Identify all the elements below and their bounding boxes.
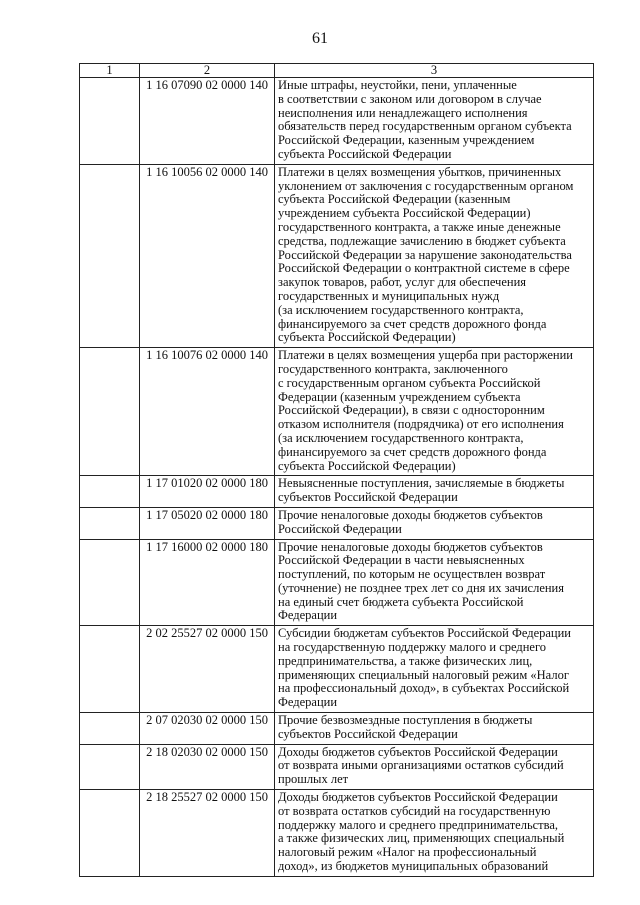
column-header-3: 3 [275, 64, 594, 78]
row-number-cell [80, 476, 140, 508]
row-number-cell [80, 713, 140, 745]
table-row [80, 626, 594, 713]
row-number-cell [80, 348, 140, 476]
budget-code-cell: 2 18 02030 02 0000 150 [140, 744, 275, 789]
description-cell: Платежи в целях возмещения убытков, причиненных уклонением от заключения с государственным органом субъекта Российской Федерации (казенным учреждением субъекта Российской Федерации) государственного контракта, а также иные денежные средства, подлежащие зачислению в бюджет субъекта Российской Федерации за нарушение законодательства Российской Федерации о контрактной системе в сфере закупок товаров, работ, услуг для обеспечения государственных и муниципальных нужд (за исключением государственного контракта, финансируемого за счет средств дорожного фонда субъекта Российской Федерации) [275, 164, 594, 347]
column-header-2: 2 [140, 64, 275, 78]
row-number-cell [80, 164, 140, 347]
description-cell: Невыясненные поступления, зачисляемые в бюджеты субъектов Российской Федерации [275, 476, 594, 508]
row-number-cell [80, 626, 140, 713]
description-cell: Доходы бюджетов субъектов Российской Федерации от возврата остатков субсидий на государственную поддержку малого и среднего предпринимательства, а также физических лиц, применяющих специальный налоговый режим «Налог на профессиональный доход», из бюджетов муниципальных образований [275, 790, 594, 877]
description-cell: Доходы бюджетов субъектов Российской Федерации от возврата иными организациями остатков субсидий прошлых лет [275, 744, 594, 789]
page-number: 61 [312, 30, 328, 47]
row-number-cell [80, 744, 140, 789]
description-cell: Прочие безвозмездные поступления в бюджеты субъектов Российской Федерации [275, 713, 594, 745]
table-row [80, 744, 594, 789]
row-number-cell [80, 78, 140, 165]
row-number-cell [80, 539, 140, 626]
budget-code-cell: 1 16 07090 02 0000 140 [140, 78, 275, 165]
budget-code-cell: 1 16 10076 02 0000 140 [140, 348, 275, 476]
table-header-row [80, 64, 594, 78]
budget-code-cell: 1 16 10056 02 0000 140 [140, 164, 275, 347]
table-row [80, 78, 594, 165]
table-row [80, 164, 594, 347]
table-row [80, 790, 594, 877]
budget-code-cell: 2 07 02030 02 0000 150 [140, 713, 275, 745]
table-row [80, 507, 594, 539]
description-cell: Платежи в целях возмещения ущерба при расторжении государственного контракта, заключенного с государственным органом субъекта Российской Федерации (казенным учреждением субъекта Российской Федерации), в связи с односторонним отказом исполнителя (подрядчика) от его исполнения (за исключением государственного контракта, финансируемого за счет средств дорожного фонда субъекта Российской Федерации) [275, 348, 594, 476]
budget-code-cell: 2 02 25527 02 0000 150 [140, 626, 275, 713]
budget-codes-table [79, 63, 594, 877]
budget-code-cell: 1 17 01020 02 0000 180 [140, 476, 275, 508]
column-header-1: 1 [80, 64, 140, 78]
budget-code-cell: 1 17 16000 02 0000 180 [140, 539, 275, 626]
description-cell: Субсидии бюджетам субъектов Российской Федерации на государственную поддержку малого и среднего предпринимательства, а также физических лиц, применяющих специальный налоговый режим «Налог на профессиональный доход», в субъектах Российской Федерации [275, 626, 594, 713]
table-row [80, 476, 594, 508]
row-number-cell [80, 507, 140, 539]
row-number-cell [80, 790, 140, 877]
description-cell: Прочие неналоговые доходы бюджетов субъектов Российской Федерации в части невыясненных поступлений, по которым не осуществлен возврат (уточнение) не позднее трех лет со дня их зачисления на единый счет бюджета субъекта Российской Федерации [275, 539, 594, 626]
table-row [80, 713, 594, 745]
table-row [80, 539, 594, 626]
description-cell: Иные штрафы, неустойки, пени, уплаченные в соответствии с законом или договором в случае неисполнения или ненадлежащего исполнения обязательств перед государственным органом субъекта Российской Федерации, казенным учреждением субъекта Российской Федерации [275, 78, 594, 165]
budget-code-cell: 1 17 05020 02 0000 180 [140, 507, 275, 539]
description-cell: Прочие неналоговые доходы бюджетов субъектов Российской Федерации [275, 507, 594, 539]
budget-code-cell: 2 18 25527 02 0000 150 [140, 790, 275, 877]
table-row [80, 348, 594, 476]
